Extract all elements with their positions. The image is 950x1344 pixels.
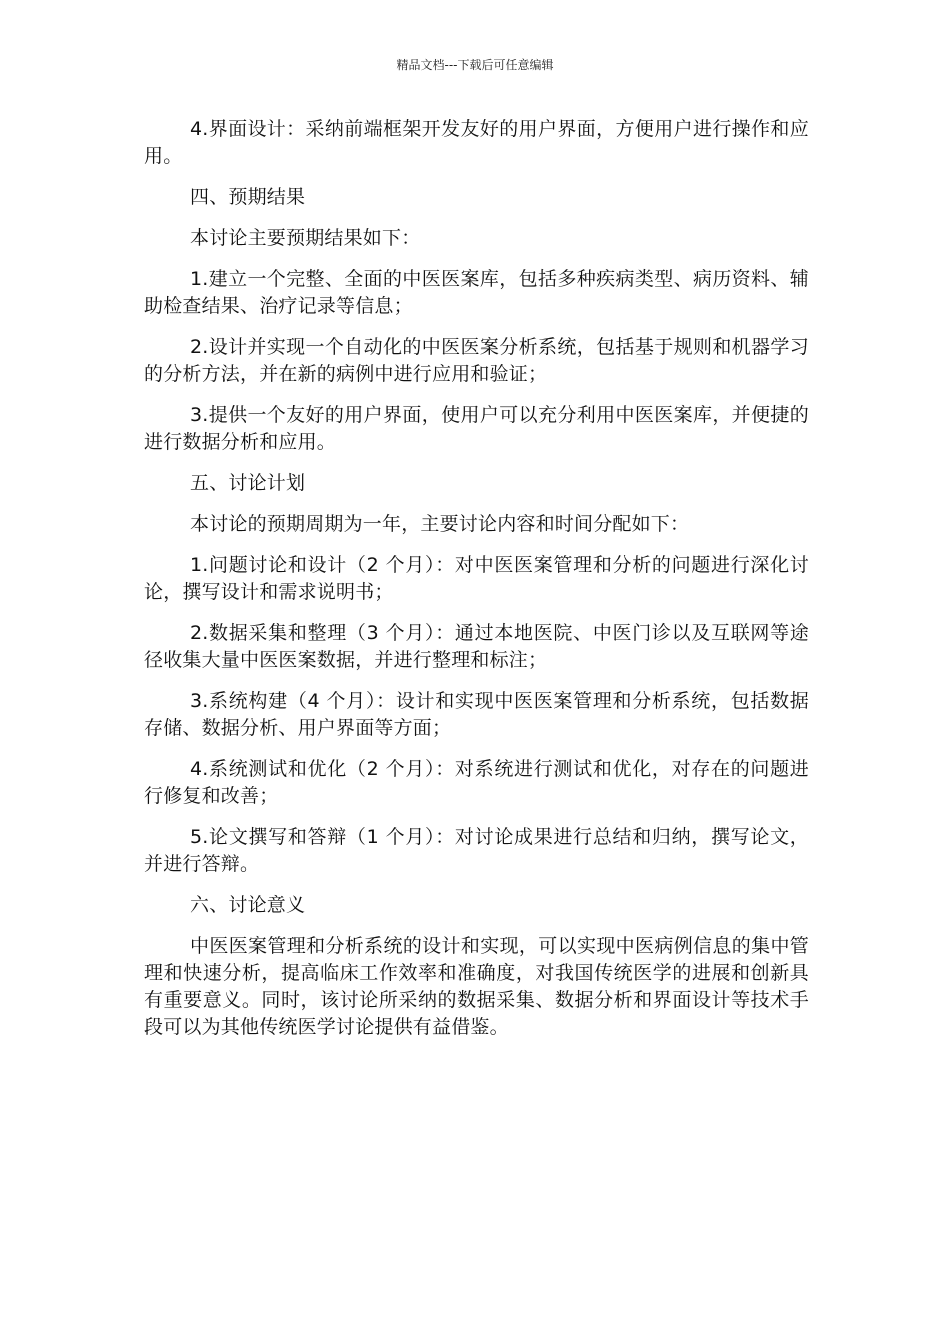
section-heading-expected-results: 四、预期结果 <box>190 186 306 208</box>
paragraph-results-intro: 本讨论主要预期结果如下： <box>190 227 421 249</box>
page-header: 精品文档---下载后可任意编辑 <box>396 58 554 72</box>
paragraph-result-2: 2.设计并实现一个自动化的中医医案分析系统，包括基于规则和机器学习的分析方法，并在新的病例中进行应用和验证； <box>144 336 809 385</box>
paragraph-plan-4: 4.系统测试和优化（2 个月）：对系统进行测试和优化，对存在的问题进行修复和改善； <box>144 758 809 807</box>
paragraph-interface-design: 4.界面设计：采纳前端框架开发友好的用户界面，方便用户进行操作和应用。 <box>144 118 809 167</box>
section-heading-plan: 五、讨论计划 <box>190 472 306 494</box>
paragraph-result-3: 3.提供一个友好的用户界面，使用户可以充分利用中医医案库，并便捷的进行数据分析和应用。 <box>144 404 809 453</box>
paragraph-plan-1: 1.问题讨论和设计（2 个月）：对中医医案管理和分析的问题进行深化讨论，撰写设计和需求说明书； <box>144 554 809 603</box>
paragraph-significance: 中医医案管理和分析系统的设计和实现，可以实现中医病例信息的集中管理和快速分析，提高临床工作效率和准确度，对我国传统医学的进展和创新具有重要意义。同时，该讨论所采纳的数据采集、数据分析和界面设计等技术手段可以为其他传统医学讨论提供有益借鉴。 <box>144 935 809 1038</box>
document-body <box>144 116 809 1055</box>
paragraph-plan-3: 3.系统构建（4 个月）：设计和实现中医医案管理和分析系统，包括数据存储、数据分析、用户界面等方面； <box>144 690 809 739</box>
paragraph-plan-5: 5.论文撰写和答辩（1 个月）：对讨论成果进行总结和归纳，撰写论文，并进行答辩。 <box>144 826 809 875</box>
paragraph-plan-2: 2.数据采集和整理（3 个月）：通过本地医院、中医门诊以及互联网等途径收集大量中医医案数据，并进行整理和标注； <box>144 622 809 671</box>
paragraph-result-1: 1.建立一个完整、全面的中医医案库，包括多种疾病类型、病历资料、辅助检查结果、治疗记录等信息； <box>144 268 809 317</box>
paragraph-plan-intro: 本讨论的预期周期为一年，主要讨论内容和时间分配如下： <box>190 513 690 535</box>
section-heading-significance: 六、讨论意义 <box>190 894 306 916</box>
